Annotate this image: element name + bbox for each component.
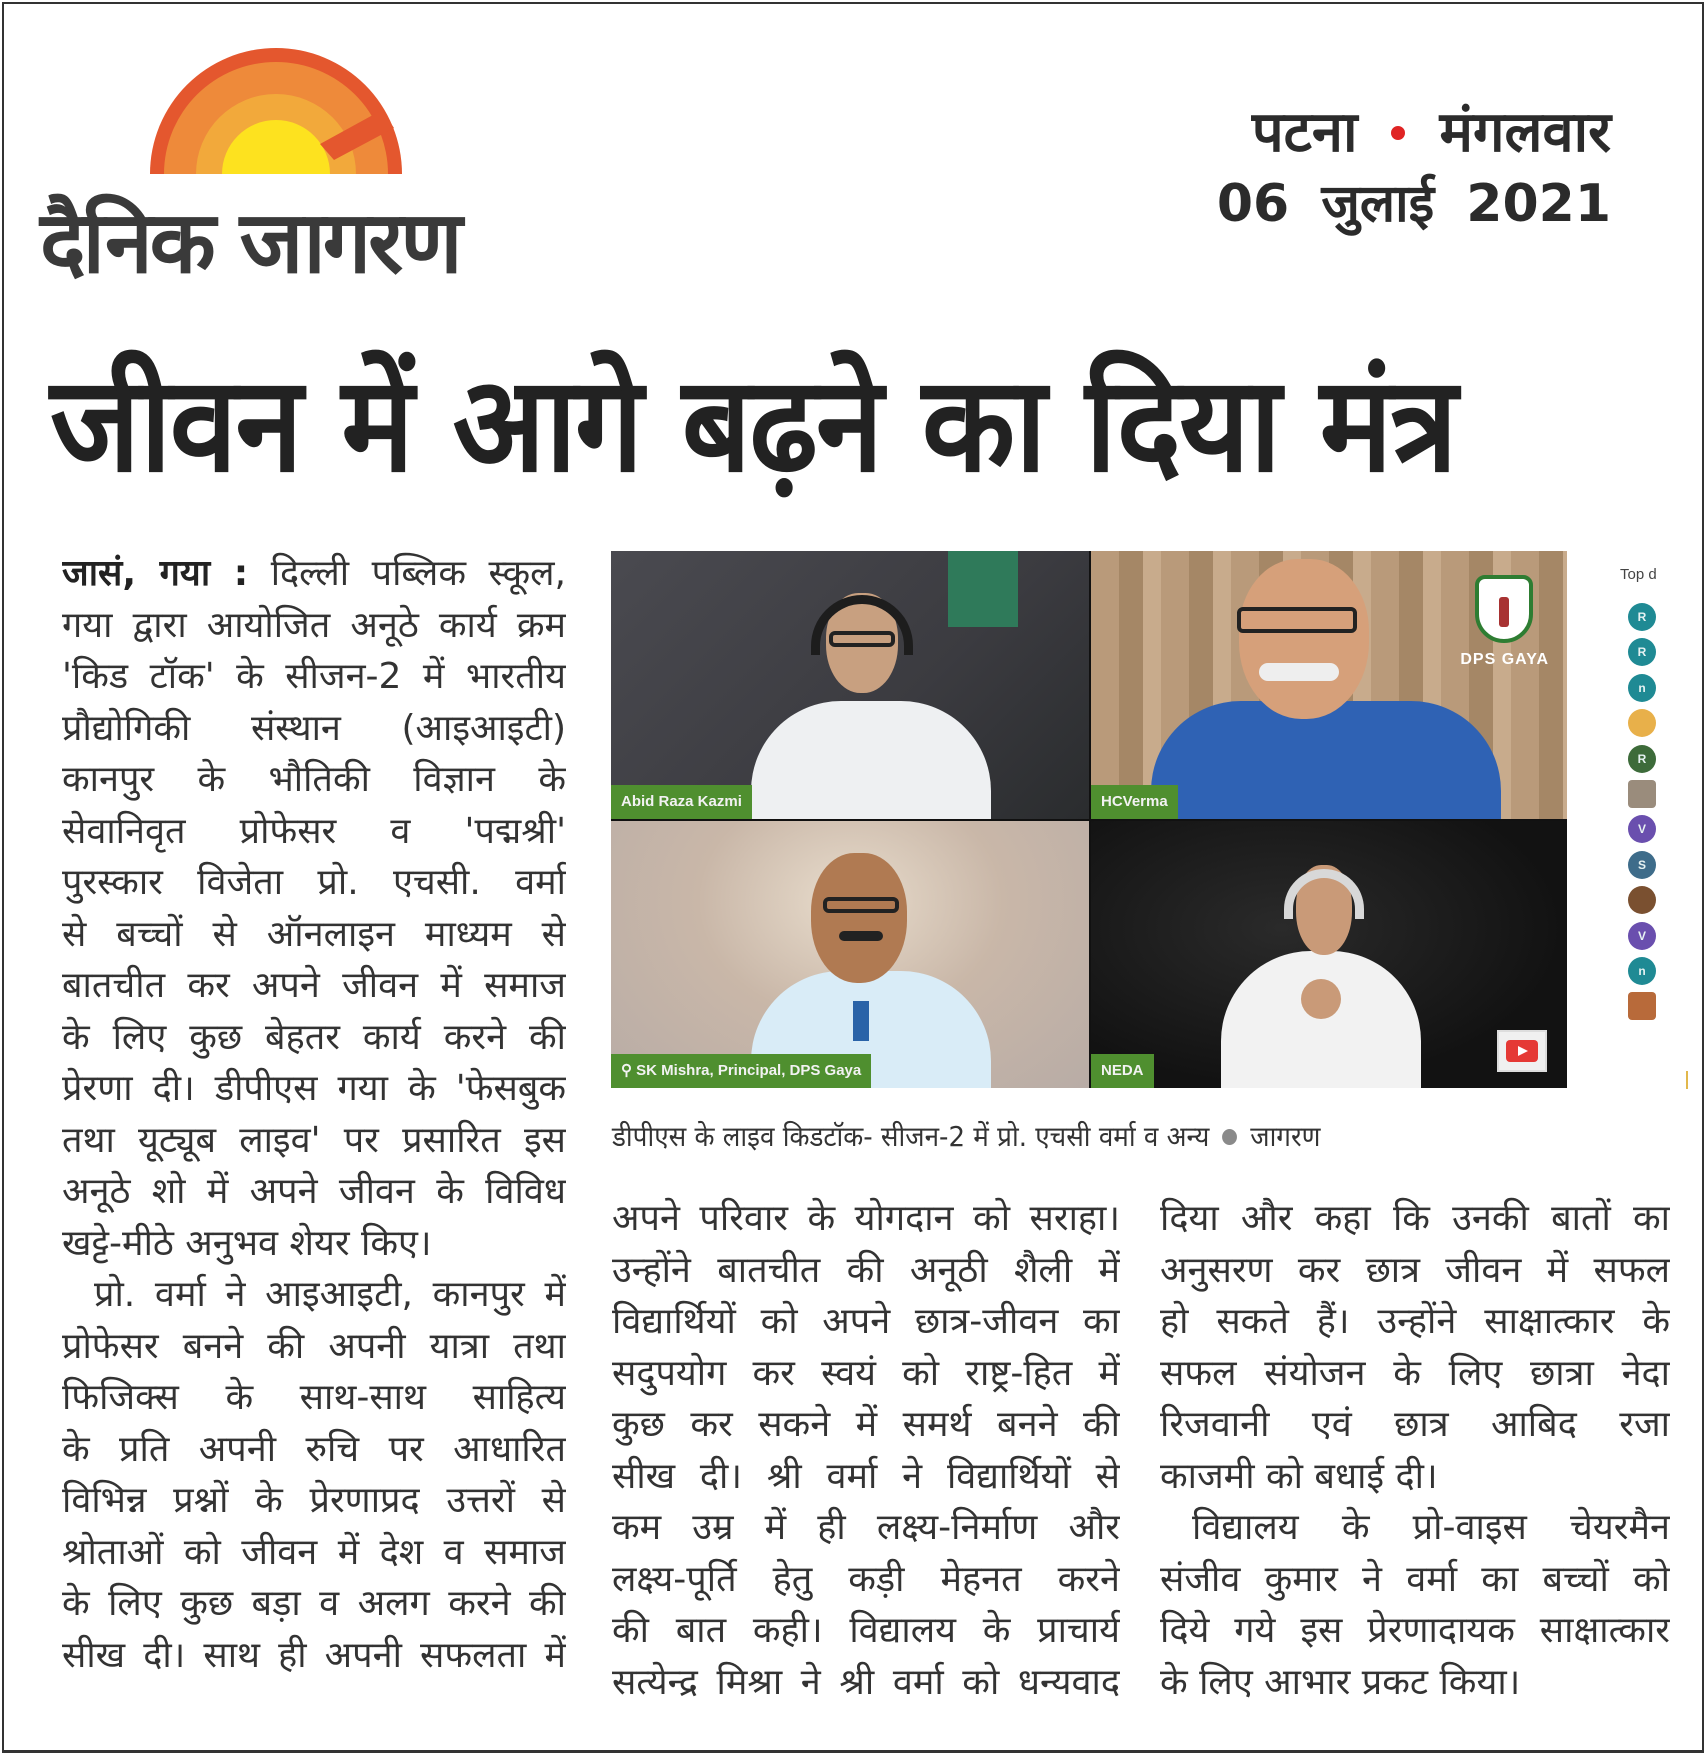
article-line: कानपुर के भौतिकी विज्ञान के [62, 759, 566, 800]
article-line: दिया और कहा कि उनकी बातों का [1160, 1198, 1670, 1239]
participant-avatar [1628, 886, 1656, 914]
article-line: सीख दी। श्री वर्मा ने विद्यार्थियों से [612, 1455, 1120, 1497]
newspaper-name: दैनिक जागरण [40, 193, 460, 293]
article-line: बातचीत कर अपने जीवन में समाज [62, 965, 566, 1006]
participant-avatar: R [1628, 603, 1656, 631]
article-line: प्रोफेसर बनने की अपनी यात्रा तथा [62, 1325, 566, 1367]
article-line: प्रो. वर्मा ने आइआइटी, कानपुर में [94, 1274, 566, 1315]
article-line: से बच्चों से ऑनलाइन माध्यम से [62, 913, 566, 955]
photo-caption [612, 1119, 1320, 1155]
video-tile-neda [1091, 821, 1567, 1088]
article-column-1 [62, 548, 566, 1681]
article-line: संजीव कुमार ने वर्मा का बच्चों को [1160, 1558, 1670, 1600]
article-line: फिजिक्स के साथ-साथ साहित्य [62, 1377, 566, 1418]
separator-dot-icon [1391, 126, 1405, 140]
article-line: अनुसरण कर छात्र जीवन में सफल [1160, 1249, 1670, 1291]
article-line: विभिन्न प्रश्नों के प्रेरणाप्रद उत्तरों से [62, 1480, 566, 1521]
participant-avatar: V [1628, 922, 1656, 950]
article-line: लक्ष्य-पूर्ति हेतु कड़ी मेहनत करने [612, 1558, 1120, 1600]
weekday: मंगलवार [1439, 100, 1611, 165]
name-tag: Abid Raza Kazmi [611, 785, 752, 819]
date: 06 जुलाई 2021 [1216, 174, 1611, 234]
video-tile-abid [611, 551, 1089, 819]
article-line: उन्होंने बातचीत की अनूठी शैली में [612, 1249, 1120, 1291]
background-green-panel [948, 551, 1018, 627]
sidebar-title: Top d [1620, 566, 1657, 583]
article-line: के प्रति अपनी रुचि पर आधारित [62, 1428, 566, 1470]
article-line: के लिए आभार प्रकट किया। [1160, 1661, 1521, 1703]
caption-text: डीपीएस के लाइव किडटॉक- सीजन-2 में प्रो. एचसी वर्मा व अन्य [612, 1120, 1210, 1153]
article-line: सदुपयोग कर स्वयं को राष्ट्र-हित में [612, 1352, 1120, 1394]
dps-school-logo-icon [1475, 575, 1533, 643]
caption-dot-icon [1222, 1129, 1237, 1145]
byline: जासं, गया : [62, 553, 249, 594]
video-tile-hc-verma [1091, 551, 1567, 819]
participant-avatar: R [1628, 745, 1656, 773]
article-line: तथा यूट्यूब लाइव' पर प्रसारित इस [62, 1119, 566, 1161]
article-line: सफल संयोजन के लिए छात्रा नेदा [1160, 1352, 1670, 1394]
city: पटना [1251, 100, 1358, 165]
article-line: रिजवानी एवं छात्र आबिद रजा [1160, 1404, 1670, 1445]
participant-avatar [1628, 780, 1656, 808]
youtube-icon [1497, 1030, 1547, 1072]
article-line: जासं, गया : दिल्ली पब्लिक स्कूल, [62, 553, 566, 594]
video-call-photo [611, 551, 1567, 1088]
name-tag: NEDA [1091, 1054, 1154, 1088]
article-line: 'किड टॉक' के सीजन-2 में भारतीय [62, 656, 566, 697]
headline: जीवन में आगे बढ़ने का दिया मंत्र [50, 348, 1456, 502]
participant-avatar: n [1628, 957, 1656, 985]
article-line: दिये गये इस प्रेरणादायक साक्षात्कार [1160, 1610, 1670, 1651]
name-tag: ⚲ SK Mishra, Principal, DPS Gaya [611, 1054, 871, 1088]
article-column-2 [612, 1193, 1120, 1708]
article-line: श्रोताओं को जीवन में देश व समाज [62, 1531, 566, 1573]
article-line: काजमी को बधाई दी। [1160, 1455, 1438, 1497]
article-line: अनूठे शो में अपने जीवन के विविध [62, 1171, 566, 1212]
rising-sun-logo-icon [150, 48, 402, 174]
participant-avatar: V [1628, 815, 1656, 843]
participant-avatar: R [1628, 638, 1656, 666]
article-line: की बात कही। विद्यालय के प्राचार्य [612, 1610, 1120, 1651]
dps-logo-text: DPS GAYA [1460, 651, 1549, 668]
video-tile-sk-mishra [611, 821, 1089, 1088]
article-line: प्रौद्योगिकी संस्थान (आइआइटी) [62, 707, 566, 749]
article-line: के लिए कुछ बड़ा व अलग करने की [62, 1583, 566, 1624]
article-line: खट्टे-मीठे अनुभव शेयर किए। [62, 1222, 432, 1264]
article-line: विद्यालय के प्रो-वाइस चेयरमैन [1192, 1507, 1670, 1548]
scroll-indicator [1686, 1071, 1688, 1089]
article-line: सेवानिवृत प्रोफेसर व 'पद्मश्री' [62, 810, 566, 852]
name-tag: HCVerma [1091, 785, 1178, 819]
article-line: सीख दी। साथ ही अपनी सफलता में [62, 1634, 566, 1676]
article-line: कुछ कर सकने में समर्थ बनने की [612, 1404, 1120, 1445]
participant-avatar [1628, 709, 1656, 737]
participant-avatar: n [1628, 674, 1656, 702]
article-line: गया द्वारा आयोजित अनूठे कार्य क्रम [62, 604, 566, 646]
photo-credit: जागरण [1250, 1120, 1321, 1153]
article-line: कम उम्र में ही लक्ष्य-निर्माण और [612, 1507, 1120, 1548]
article-line: के लिए कुछ बेहतर कार्य करने की [62, 1016, 566, 1058]
article-line: हो सकते हैं। उन्होंने साक्षात्कार के [1160, 1301, 1670, 1342]
pin-icon: ⚲ [621, 1062, 637, 1079]
participant-sidebar [1610, 566, 1690, 1028]
article-line: प्रेरणा दी। डीपीएस गया के 'फेसबुक [62, 1068, 566, 1109]
article-line: विद्यार्थियों को अपने छात्र-जीवन का [612, 1301, 1120, 1342]
article-line: सत्येन्द्र मिश्रा ने श्री वर्मा को धन्यवाद [612, 1661, 1120, 1703]
article-column-3 [1160, 1193, 1670, 1708]
participant-avatar: S [1628, 851, 1656, 879]
dateline [1217, 100, 1611, 242]
participant-avatar [1628, 992, 1656, 1020]
article-line: अपने परिवार के योगदान को सराहा। [612, 1198, 1120, 1239]
article-line: पुरस्कार विजेता प्रो. एचसी. वर्मा [62, 862, 566, 903]
